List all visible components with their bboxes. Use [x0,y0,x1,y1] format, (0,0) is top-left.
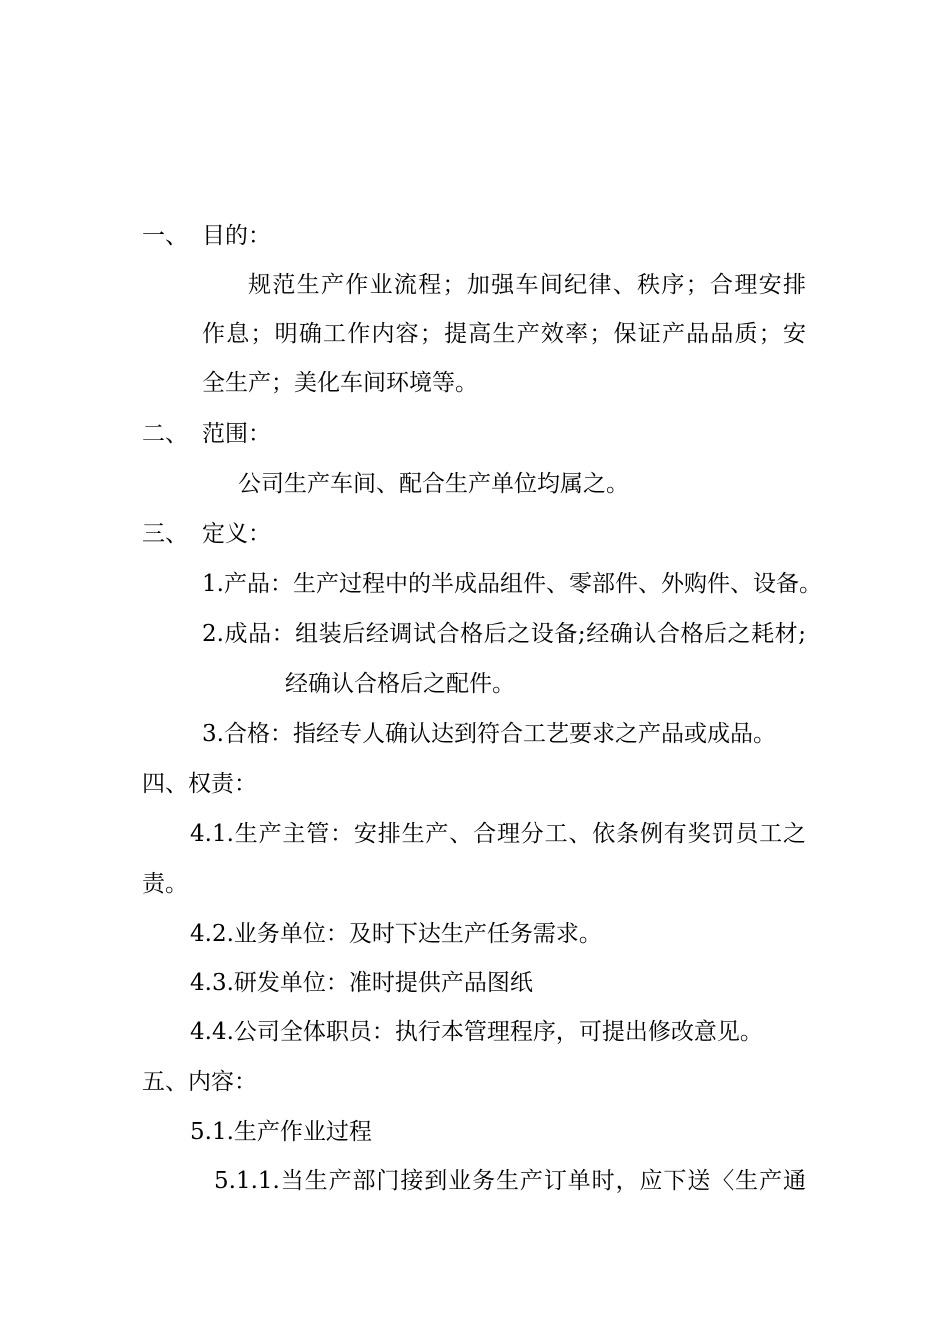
responsibility-4-3: 4.3.研发单位：准时提供产品图纸 [190,970,533,996]
section-2-heading: 范围： [202,421,271,447]
section-5-heading: 五、内容： [142,1069,257,1095]
section-1-line-1: 规范生产作业流程；加强车间纪律、秩序；合理安排 [248,272,806,298]
content-5-1: 5.1.生产作业过程 [190,1119,372,1145]
responsibility-4-1: 4.1.生产主管：安排生产、合理分工、依条例有奖罚员工之 [190,821,806,847]
section-4-heading: 四、权责： [142,771,257,797]
section-1-number: 一、 [142,223,188,249]
responsibility-4-4: 4.4.公司全体职员：执行本管理程序，可提出修改意见。 [190,1019,763,1045]
definition-1: 1.产品：生产过程中的半成品组件、零部件、外购件、设备。 [202,571,822,597]
definition-3: 3.合格：指经专人确认达到符合工艺要求之产品或成品。 [202,721,776,747]
section-1-line-2: 作息；明确工作内容；提高生产效率；保证产品品质；安 [202,321,806,347]
section-3-heading: 定义： [202,521,271,547]
content-5-1-1: 5.1.1.当生产部门接到业务生产订单时，应下送〈生产通 [214,1168,806,1194]
section-1-heading: 目的： [202,223,271,249]
definition-2-continued: 经确认合格后之配件。 [285,671,515,697]
section-2-number: 二、 [142,421,188,447]
definition-2: 2.成品：组装后经调试合格后之设备;经确认合格后之耗材; [202,621,806,647]
responsibility-4-1-continued: 责。 [142,871,188,897]
section-1-line-3: 全生产；美化车间环境等。 [202,370,478,396]
section-2-line-1: 公司生产车间、配合生产单位均属之。 [238,471,629,497]
responsibility-4-2: 4.2.业务单位：及时下达生产任务需求。 [190,921,602,947]
section-3-number: 三、 [142,521,188,547]
